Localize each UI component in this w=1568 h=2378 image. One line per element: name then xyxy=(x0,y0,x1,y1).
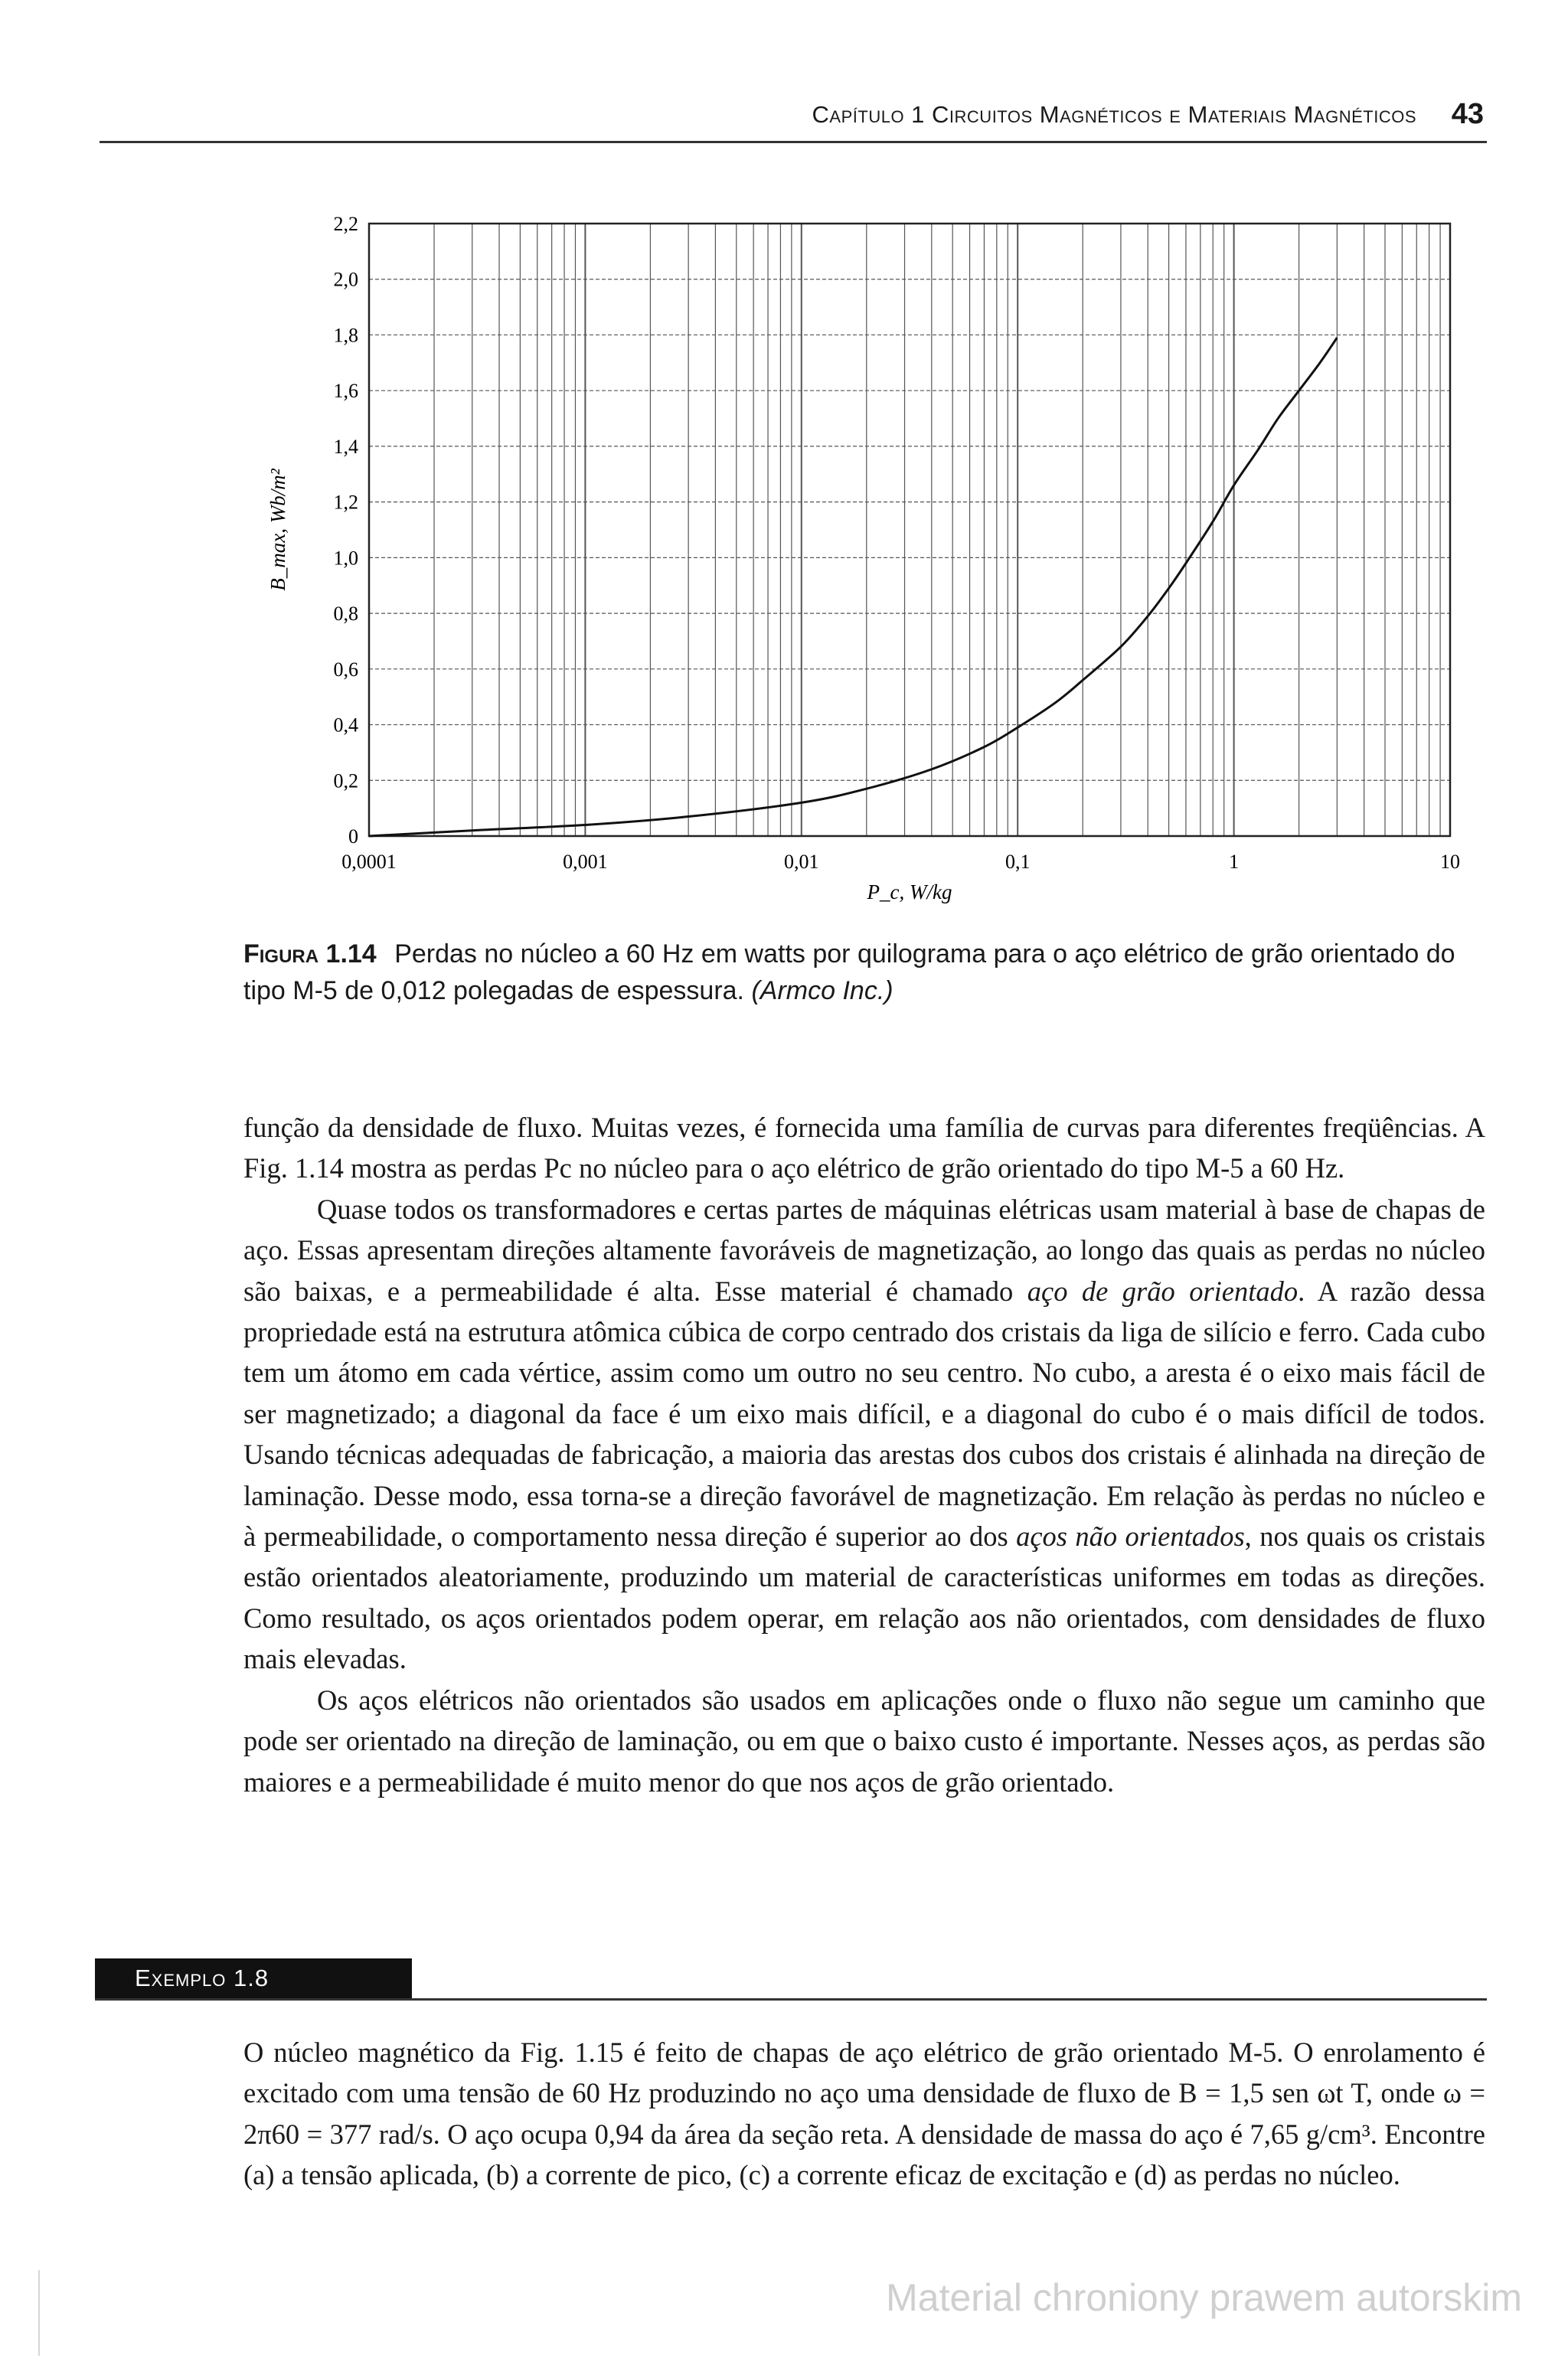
example-paragraph: O núcleo magnético da Fig. 1.15 é feito de chapas de aço elétrico de grão orientado M-5. O enrolamento é excitado com uma tensão de 60 Hz produzindo no aço uma densidade de fluxo de B = 1,5 sen ωt T, onde ω = 2π60 = 377 rad/s. O aço ocupa 0,94 da área da seção reta. A densidade de massa do aço é 7,65 g/cm³. Encontre (a) a tensão aplicada, (b) a corrente de pico, (c) a corrente eficaz de excitação e (d) as perdas no núcleo. xyxy=(243,2037,1485,2191)
y-axis-label: B_max, Wb/m² xyxy=(266,469,289,591)
y-tick-labels xyxy=(334,213,359,848)
y-tick-label: 1,2 xyxy=(333,491,358,514)
paragraph-3: Os aços elétricos não orientados são usados em aplicações onde o fluxo não segue um caminho que pode ser orientado na direção de laminação, ou em que o baixo custo é importante. Nesses aços, as perdas são maiores e a permeabilidade é muito menor do que nos aços de grão orientado. xyxy=(243,1684,1485,1798)
paragraph-1: função da densidade de fluxo. Muitas vezes, é fornecida uma família de curvas para diferentes freqüências. A Fig. 1.14 mostra as perdas Pc no núcleo para o aço elétrico de grão orientado do tipo M-5 a 60 Hz. xyxy=(243,1112,1485,1184)
core-loss-chart xyxy=(253,207,1493,926)
loss-curve xyxy=(369,338,1337,836)
y-tick-label: 2,2 xyxy=(333,213,358,235)
x-tick-label: 1 xyxy=(1229,851,1240,873)
page-number: 43 xyxy=(1451,98,1484,130)
y-tick-label: 1,6 xyxy=(333,380,358,403)
watermark: Material chroniony prawem autorskim xyxy=(886,2276,1522,2319)
chapter-title: Capítulo 1 Circuitos Magnéticos e Materiais Magnéticos xyxy=(812,101,1416,128)
figure-source: (Armco Inc.) xyxy=(751,976,893,1005)
figure-caption-text: Perdas no núcleo a 60 Hz em watts por quilograma para o aço elétrico de grão orientado do tipo M-5 de 0,012 polegadas de espessura. xyxy=(243,939,1455,1005)
x-axis-label: P_c, W/kg xyxy=(867,880,952,903)
y-tick-label: 1,8 xyxy=(333,324,358,347)
figure-label: Figura 1.14 xyxy=(243,939,377,969)
y-tick-label: 0,4 xyxy=(333,714,358,737)
y-tick-label: 0,6 xyxy=(333,658,358,681)
x-tick-label: 10 xyxy=(1440,851,1460,873)
y-tick-label: 1,0 xyxy=(333,547,358,570)
x-tick-label: 0,01 xyxy=(784,851,819,873)
figure-caption xyxy=(243,936,1488,1009)
example-text xyxy=(243,2032,1485,2196)
example-tag: Exemplo 1.8 xyxy=(95,1958,412,1998)
y-tick-label: 1,4 xyxy=(333,435,358,458)
body-text xyxy=(243,1107,1485,1802)
y-tick-label: 0,8 xyxy=(333,603,358,626)
margin-line xyxy=(38,2270,40,2356)
page-header xyxy=(100,98,1487,143)
y-tick-label: 2,0 xyxy=(333,268,358,291)
x-tick-labels xyxy=(341,851,1460,873)
y-tick-label: 0 xyxy=(348,825,358,848)
paragraph-2: Quase todos os transformadores e certas partes de máquinas elétricas usam material à base de chapas de aço. Essas apresentam direções altamente favoráveis de magnetização, ao longo das quais as perdas no núcleo são baixas, e a permeabilidade é alta. Esse material é chamado aço de grão orientado. A razão dessa propriedade está na estrutura atômica cúbica de corpo centrado dos cristais da liga de silício e ferro. Cada cubo tem um átomo em cada vértice, assim como um outro no seu centro. No cubo, a aresta é o eixo mais fácil de ser magnetizado; a diagonal da face é um eixo mais difícil, e a diagonal do cubo é o mais difícil de todos. Usando técnicas adequadas de fabricação, a maioria das arestas dos cubos dos cristais é alinhada na direção de laminação. Desse modo, essa torna-se a direção favorável de magnetização. Em relação às perdas no núcleo e à permeabilidade, o comportamento nessa direção é superior ao dos aços não orientados, nos quais os cristais estão orientados aleatoriamente, produzindo um material de características uniformes em todas as direções. Como resultado, os aços orientados podem operar, em relação aos não orientados, com densidades de fluxo mais elevadas. xyxy=(243,1193,1486,1675)
example-header xyxy=(95,1958,1487,2001)
chart-grid xyxy=(369,224,1450,836)
plot-frame xyxy=(369,224,1450,836)
x-tick-label: 0,0001 xyxy=(341,851,397,873)
x-tick-label: 0,1 xyxy=(1004,851,1031,873)
y-tick-label: 0,2 xyxy=(333,769,358,792)
x-tick-label: 0,001 xyxy=(563,851,608,873)
